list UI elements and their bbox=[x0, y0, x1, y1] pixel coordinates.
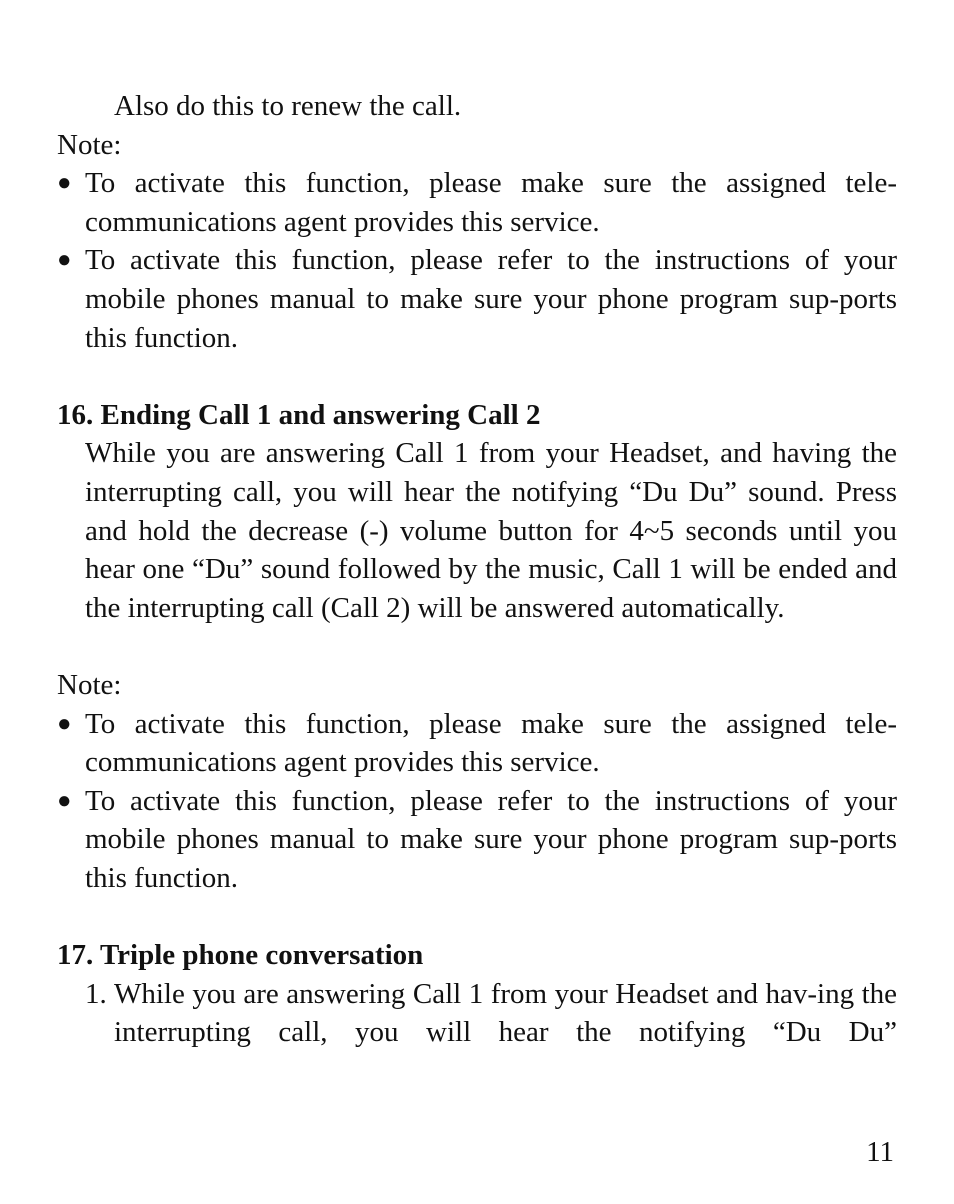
list-item-text: While you are answering Call 1 from your Headset and hav-ing the interrupting call, you will hear the notifying “Du Du” bbox=[114, 977, 897, 1049]
bullet-icon: ● bbox=[57, 170, 72, 197]
note-bullet-text: To activate this function, please refer to the instructions of your mobile phones manual to make sure your phone program sup-ports this function. bbox=[85, 784, 897, 894]
bullet-icon: ● bbox=[57, 247, 72, 274]
renew-call-line: Also do this to renew the call. bbox=[114, 90, 462, 122]
note-label: Note: bbox=[57, 128, 122, 161]
section-16-body: While you are answering Call 1 from your Headset, and having the interrupting call, you will hear the notifying “Du Du” sound. Press and hold the decrease (-) volume button for 4~5 seconds until you hear one “Du” sound followed by the music, Call 1 will be ended and the interrupting call (Call 2) will be answered automatically. bbox=[85, 437, 897, 624]
spacer bbox=[57, 627, 897, 666]
section-heading-16: 16. Ending Call 1 and answering Call 2 bbox=[57, 398, 541, 431]
manual-page bbox=[57, 87, 897, 1052]
note-bullet-item bbox=[57, 164, 897, 241]
bullet-icon: ● bbox=[57, 787, 72, 814]
spacer bbox=[57, 897, 897, 936]
note-bullet-item bbox=[57, 782, 897, 898]
note-bullet-text: To activate this function, please make sure the assigned tele-communications agent provides this service. bbox=[85, 167, 897, 238]
note-bullet-text: To activate this function, please make sure the assigned tele-communications agent provides this service. bbox=[85, 707, 897, 779]
section-heading-17: 17. Triple phone conversation bbox=[57, 939, 424, 972]
list-number: 1. bbox=[85, 977, 107, 1010]
page-number: 11 bbox=[866, 1136, 894, 1168]
spacer bbox=[57, 357, 897, 396]
bullet-icon: ● bbox=[57, 710, 72, 737]
note-bullet-item bbox=[57, 241, 897, 357]
numbered-list-item bbox=[57, 975, 897, 1052]
note-bullet-text: To activate this function, please refer to the instructions of your mobile phones manual to make sure your phone program sup-ports this function. bbox=[85, 244, 897, 354]
note-bullet-item bbox=[57, 705, 897, 782]
note-label: Note: bbox=[57, 668, 122, 701]
